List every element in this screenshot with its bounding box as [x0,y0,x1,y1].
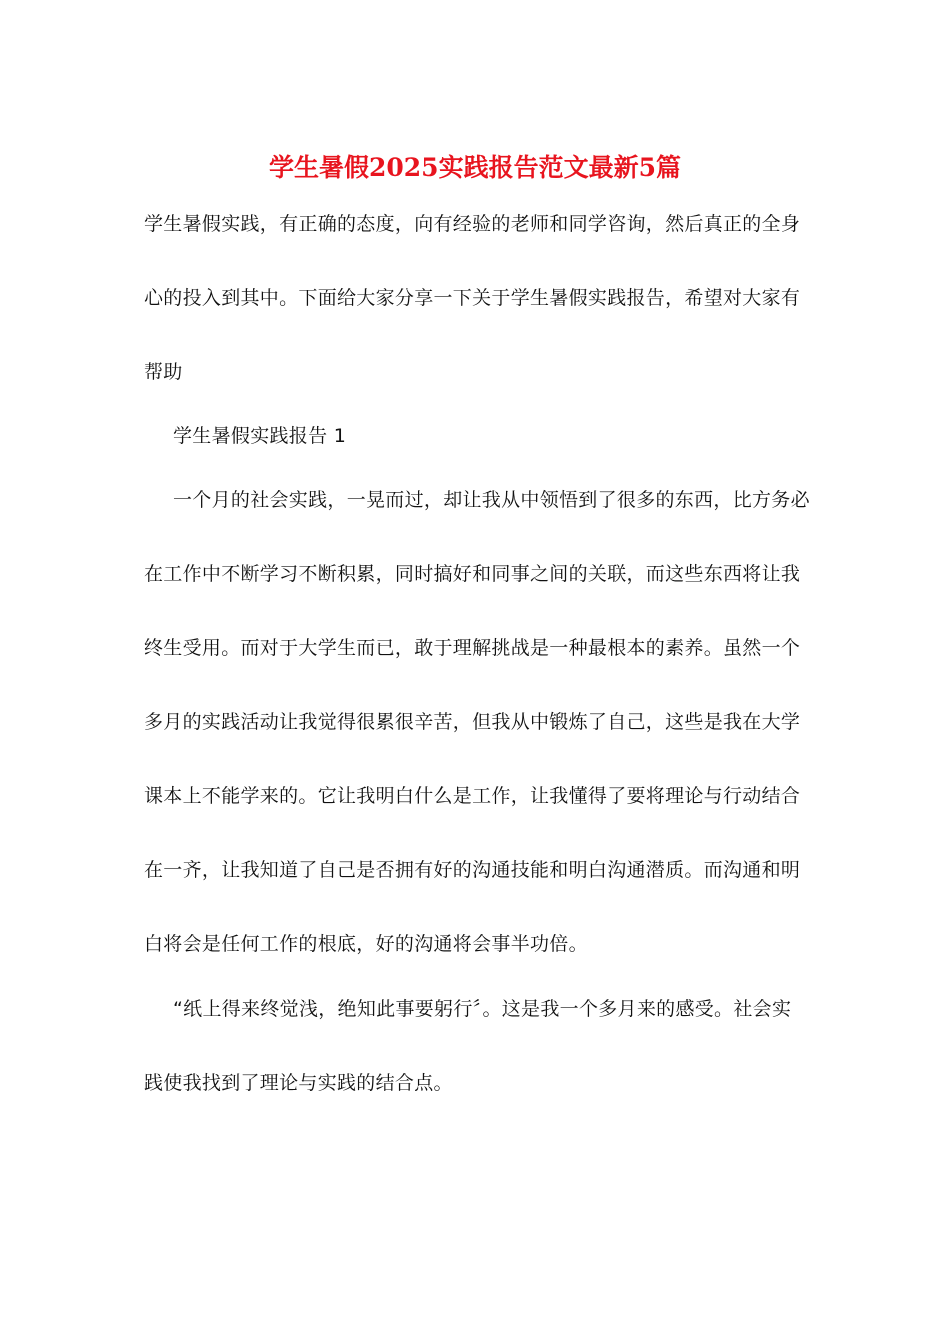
intro-paragraph [144,187,808,409]
intro-line: 心的投入到其中。下面给大家分享一下关于学生暑假实践报告，希望对大家有 [144,287,801,309]
paragraph-1 [144,463,808,981]
paragraph-line: 终生受用。而对于大学生而已，敢于理解挑战是一种最根本的素养。虽然一个 [144,637,801,659]
paragraph-line: 践使我找到了理论与实践的结合点。 [144,1072,453,1094]
intro-line: 学生暑假实践，有正确的态度，向有经验的老师和同学咨询，然后真正的全身 [144,213,801,235]
section-heading: 学生暑假实践报告 1 [173,425,347,447]
paragraph-line: 白将会是任何工作的根底，好的沟通将会事半功倍。 [144,933,588,955]
paragraph-line: 在工作中不断学习不断积累，同时搞好和同事之间的关联，而这些东西将让我 [144,563,801,585]
paragraph-line: 课本上不能学来的。它让我明白什么是工作，让我懂得了要将理论与行动结合 [144,785,801,807]
intro-line: 帮助 [144,361,183,383]
document-title: 学生暑假2025实践报告范文最新5篇 [269,153,681,182]
paragraph-line: 一个月的社会实践，一晃而过，却让我从中领悟到了很多的东西，比方务必 [173,489,810,511]
paragraph-line: 多月的实践活动让我觉得很累很辛苦，但我从中锻炼了自己，这些是我在大学 [144,711,801,733]
paragraph-line: “纸上得来终觉浅，绝知此事要躬行〞。这是我一个多月来的感受。社会实 [173,998,792,1020]
paragraph-line: 在一齐，让我知道了自己是否拥有好的沟通技能和明白沟通潜质。而沟通和明 [144,859,801,881]
paragraph-2 [144,972,808,1120]
